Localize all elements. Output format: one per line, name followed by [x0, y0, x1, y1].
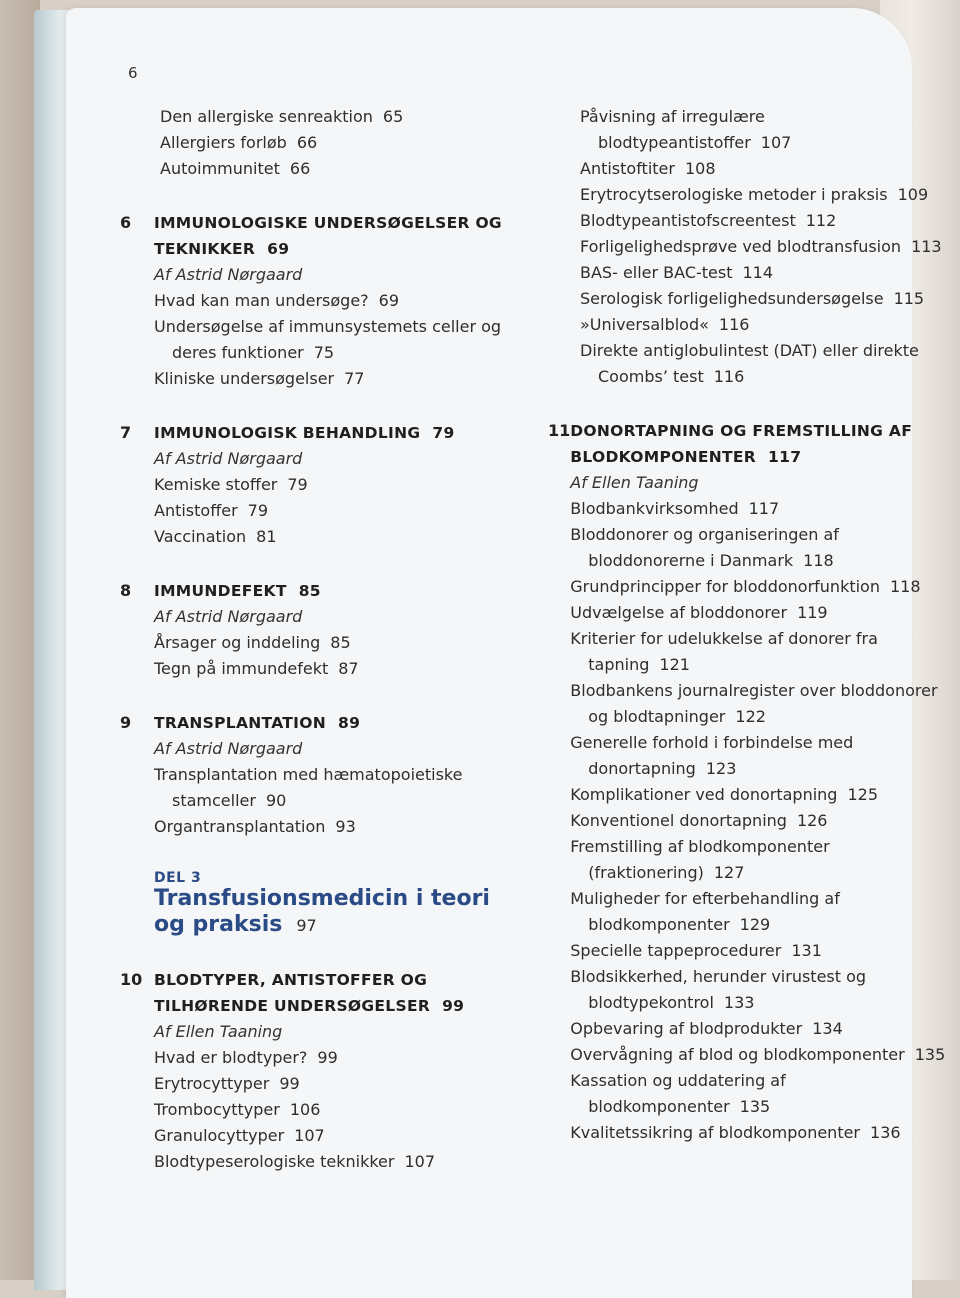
entry-page: 133: [723, 993, 755, 1012]
chapter-page: 69: [267, 240, 290, 258]
toc-entry: [154, 814, 520, 840]
toc-entry: [570, 756, 945, 782]
entry-page: 99: [279, 1074, 300, 1093]
chapter-11: [548, 418, 946, 1146]
entry-text: Blodbankens journalregister over bloddonorer: [570, 681, 938, 700]
spacer: [120, 182, 520, 204]
entry-page: 107: [760, 133, 792, 152]
chapter-title-text: IMMUNOLOGISKE UNDERSØGELSER OG: [154, 214, 502, 232]
toc-entry: [570, 1120, 945, 1146]
entry-text: Årsager og inddeling: [154, 633, 321, 652]
toc-entry: [580, 312, 908, 338]
spacer: [120, 550, 520, 572]
chapter-title-text: DONORTAPNING OG FREMSTILLING AF: [570, 422, 913, 440]
chapter-author: Af Astrid Nørgaard: [154, 607, 303, 626]
toc-entry: [570, 548, 945, 574]
toc-entry: [154, 472, 520, 498]
chapter-title-text: BLODKOMPONENTER: [570, 448, 757, 466]
part-title-text: og praksis: [154, 912, 283, 937]
entry-text: Overvågning af blod og blodkomponenter: [570, 1045, 905, 1064]
toc-entry: [154, 340, 520, 366]
chapter-title-text: IMMUNOLOGISK BEHANDLING: [154, 424, 421, 442]
toc-entry: [570, 912, 945, 938]
entry-page: 114: [742, 263, 774, 282]
toc-entry: [154, 1123, 520, 1149]
part-label: DEL 3: [154, 870, 202, 886]
toc-entry: [570, 1094, 945, 1120]
entry-text: Blodtypeantistofscreentest: [580, 211, 796, 230]
entry-page: 131: [791, 941, 822, 960]
entry-text: Blodbankvirksomhed: [570, 499, 739, 518]
toc-right-column: [548, 104, 946, 1146]
entry-page: 116: [718, 315, 750, 334]
entry-page: 135: [914, 1045, 946, 1064]
part-title: [154, 912, 520, 939]
entry-page: 122: [735, 707, 766, 726]
chapter-author: Af Astrid Nørgaard: [154, 265, 303, 284]
chapter-body: [154, 710, 520, 840]
entry-text: Den allergiske senreaktion: [160, 107, 373, 126]
entry-text: Påvisning af irregulære: [580, 107, 765, 126]
chapter-number: 10: [120, 970, 143, 989]
spacer: [120, 939, 520, 961]
entry-text: (fraktionering): [588, 863, 704, 882]
entry-text: Kriterier for udelukkelse af donorer fra: [570, 629, 878, 648]
page-number: 6: [128, 64, 138, 82]
entry-page: 75: [313, 343, 335, 362]
entry-text: Kassation og uddatering af: [570, 1071, 786, 1090]
entry-text: Forligelighedsprøve ved blodtransfusion: [580, 237, 902, 256]
entry-page: 115: [893, 289, 925, 308]
entry-page: 109: [897, 185, 929, 204]
entry-text: Allergiers forløb: [160, 133, 287, 152]
entry-page: 107: [294, 1126, 325, 1145]
chapter-author: Af Astrid Nørgaard: [154, 449, 303, 468]
entry-page: 79: [287, 475, 308, 494]
chapter-number: 8: [120, 581, 132, 600]
toc-entry: [570, 834, 945, 860]
chapter-number: 7: [120, 423, 132, 442]
entry-text: Hvad er blodtyper?: [154, 1048, 308, 1067]
entry-page: 66: [296, 133, 318, 152]
chapter-body: [570, 418, 945, 1146]
entry-text: deres funktioner: [172, 343, 304, 362]
chapter-title-text: TEKNIKKER: [154, 240, 256, 258]
toc-entry: [570, 704, 945, 730]
part-title: [154, 886, 520, 912]
entry-text: Grundprincipper for bloddonorfunktion: [570, 577, 880, 596]
chapter-title-text: TILHØRENDE UNDERSØGELSER: [154, 997, 431, 1015]
chapter-title: [570, 444, 945, 470]
toc-entry: [570, 730, 945, 756]
toc-entry: [160, 104, 520, 130]
chapter-body: [154, 420, 520, 550]
entry-page: 126: [796, 811, 828, 830]
entry-text: blodtypekontrol: [588, 993, 714, 1012]
entry-text: Fremstilling af blodkomponenter: [570, 837, 830, 856]
entry-text: Vaccination: [154, 527, 247, 546]
entry-text: Hvad kan man undersøge?: [154, 291, 369, 310]
toc-entry: [154, 498, 520, 524]
entry-page: 87: [338, 659, 359, 678]
entry-text: Kvalitetssikring af blodkomponenter: [570, 1123, 861, 1142]
toc-entry: [570, 600, 945, 626]
entry-page: 65: [382, 107, 404, 126]
toc-entry: [154, 1097, 520, 1123]
entry-text: Muligheder for efterbehandling af: [570, 889, 840, 908]
toc-entry: [580, 286, 925, 312]
chapter-number: 11: [548, 421, 571, 440]
entry-text: Organtransplantation: [154, 817, 326, 836]
chapter-title-text: IMMUNDEFEKT: [154, 582, 287, 600]
entry-text: og blodtapninger: [588, 707, 726, 726]
toc-entry: [580, 104, 908, 130]
right-pre-entries: [548, 104, 942, 390]
toc-entry: [580, 260, 908, 286]
entry-page: 121: [659, 655, 690, 674]
entry-text: »Universalblod«: [580, 315, 709, 334]
entry-text: Erytrocytserologiske metoder i praksis: [580, 185, 888, 204]
entry-text: Antistoffer: [154, 501, 238, 520]
entry-page: 66: [289, 159, 311, 178]
part-title-text: Transfusionsmedicin i teori: [154, 886, 490, 911]
chapter-title: [154, 578, 520, 604]
entry-page: 99: [317, 1048, 338, 1067]
entry-text: donortapning: [588, 759, 696, 778]
entry-text: blodkomponenter: [588, 915, 730, 934]
toc-entry: [570, 990, 945, 1016]
toc-entry: [154, 1149, 520, 1175]
spacer: [120, 392, 520, 414]
entry-text: Opbevaring af blodprodukter: [570, 1019, 803, 1038]
entry-page: 125: [847, 785, 878, 804]
toc-entry: [570, 1042, 945, 1068]
entry-page: 123: [705, 759, 737, 778]
entry-text: Blodsikkerhed, herunder virustest og: [570, 967, 867, 986]
toc-left-column: [120, 104, 520, 1175]
entry-text: bloddonorerne i Danmark: [588, 551, 794, 570]
toc-entry: [154, 762, 520, 788]
toc-entry: [154, 314, 520, 340]
toc-entry: [580, 234, 942, 260]
entry-text: Direkte antiglobulintest (DAT) eller direkte: [580, 341, 919, 360]
toc-entry: [570, 964, 945, 990]
entry-text: tapning: [588, 655, 650, 674]
entry-page: 113: [911, 237, 942, 256]
chapter-10: [120, 967, 520, 1175]
chapter-title: [154, 710, 520, 736]
toc-entry: [160, 130, 520, 156]
entry-text: BAS- eller BAC-test: [580, 263, 733, 282]
chapter-9: [120, 710, 520, 840]
entry-page: 129: [739, 915, 771, 934]
entry-text: Serologisk forligelighedsundersøgelse: [580, 289, 884, 308]
toc-entry: [570, 782, 945, 808]
toc-entry: [154, 366, 520, 392]
toc-entry: [570, 652, 945, 678]
entry-text: Generelle forhold i forbindelse med: [570, 733, 854, 752]
chapter-title-text: TRANSPLANTATION: [154, 714, 326, 732]
toc-entry: [570, 678, 945, 704]
entry-page: 118: [803, 551, 834, 570]
toc-entry: [580, 182, 929, 208]
entry-page: 90: [265, 791, 287, 810]
entry-text: Komplikationer ved donortapning: [570, 785, 838, 804]
entry-text: Autoimmunitet: [160, 159, 280, 178]
toc-entry: [570, 496, 945, 522]
toc-entry: [154, 1045, 520, 1071]
entry-text: Tegn på immundefekt: [154, 659, 329, 678]
toc-entry: [580, 156, 908, 182]
toc-entry: [580, 130, 908, 156]
chapter-title: [154, 993, 520, 1019]
entry-page: 112: [805, 211, 837, 230]
chapter-title: [154, 236, 520, 262]
spacer: [120, 682, 520, 704]
entry-text: Udvælgelse af bloddonorer: [570, 603, 788, 622]
chapter-title-text: BLODTYPER, ANTISTOFFER OG: [154, 971, 428, 989]
entry-page: 135: [739, 1097, 771, 1116]
toc-entry: [154, 288, 520, 314]
entry-text: blodtypeantistoffer: [598, 133, 751, 152]
entry-page: 118: [889, 577, 921, 596]
toc-entry: [154, 1071, 520, 1097]
entry-page: 108: [684, 159, 716, 178]
chapter-page: 79: [432, 424, 455, 442]
entry-text: stamceller: [172, 791, 256, 810]
chapter-page: 85: [298, 582, 321, 600]
chapter-body: [154, 967, 520, 1175]
chapter-body: [154, 578, 520, 682]
spacer: [120, 840, 520, 870]
entry-page: 93: [335, 817, 356, 836]
pre-entries: [120, 104, 520, 182]
part-heading: [120, 870, 520, 939]
entry-text: Konventionel donortapning: [570, 811, 787, 830]
entry-page: 85: [330, 633, 351, 652]
chapter-page: 99: [442, 997, 465, 1015]
entry-page: 119: [797, 603, 828, 622]
toc-entry: [570, 1068, 945, 1094]
entry-page: 79: [247, 501, 269, 520]
toc-entry: [570, 886, 945, 912]
entry-text: Kliniske undersøgelser: [154, 369, 335, 388]
chapter-7: [120, 420, 520, 550]
chapter-6: [120, 210, 520, 392]
toc-entry: [160, 156, 520, 182]
entry-text: Bloddonorer og organiseringen af: [570, 525, 839, 544]
chapter-body: [154, 210, 520, 392]
entry-page: 106: [289, 1100, 321, 1119]
chapter-title: [570, 418, 945, 444]
toc-entry: [570, 938, 945, 964]
part-page: 97: [296, 916, 317, 935]
entry-page: 107: [404, 1152, 435, 1171]
chapter-title: [154, 967, 520, 993]
toc-entry: [580, 208, 908, 234]
entry-page: 127: [713, 863, 745, 882]
entry-text: Undersøgelse af immunsystemets celler og: [154, 317, 502, 336]
entry-text: Granulocyttyper: [154, 1126, 285, 1145]
entry-text: Blodtypeserologiske teknikker: [154, 1152, 395, 1171]
chapter-author: Af Ellen Taaning: [570, 473, 699, 492]
chapter-page: 117: [768, 448, 802, 466]
chapter-page: 89: [338, 714, 361, 732]
chapter-title: [154, 420, 520, 446]
entry-text: Erytrocyttyper: [154, 1074, 270, 1093]
entry-page: 69: [378, 291, 400, 310]
entry-text: Kemiske stoffer: [154, 475, 278, 494]
toc-entry: [154, 630, 520, 656]
toc-entry: [580, 364, 908, 390]
entry-text: Transplantation med hæmatopoietiske: [154, 765, 463, 784]
spacer: [548, 390, 908, 412]
toc-entry: [570, 808, 945, 834]
toc-entry: [570, 860, 945, 886]
chapter-number: 6: [120, 213, 132, 232]
toc-entry: [570, 1016, 945, 1042]
entry-page: 77: [344, 369, 365, 388]
toc-entry: [154, 656, 520, 682]
entry-text: blodkomponenter: [588, 1097, 730, 1116]
chapter-number: 9: [120, 713, 132, 732]
toc-entry: [570, 626, 945, 652]
entry-page: 116: [713, 367, 745, 386]
entry-page: 117: [748, 499, 780, 518]
entry-text: Specielle tappeprocedurer: [570, 941, 782, 960]
toc-entry: [570, 522, 945, 548]
entry-page: 134: [812, 1019, 843, 1038]
entry-page: 81: [256, 527, 277, 546]
chapter-title: [154, 210, 520, 236]
entry-text: Trombocyttyper: [154, 1100, 280, 1119]
chapter-author: Af Ellen Taaning: [154, 1022, 283, 1041]
toc-entry: [570, 574, 945, 600]
toc-entry: [154, 788, 520, 814]
entry-page: 136: [870, 1123, 901, 1142]
entry-text: Coombs’ test: [598, 367, 704, 386]
chapter-8: [120, 578, 520, 682]
chapter-author: Af Astrid Nørgaard: [154, 739, 303, 758]
toc-entry: [154, 524, 520, 550]
toc-entry: [580, 338, 919, 364]
entry-text: Antistoftiter: [580, 159, 675, 178]
